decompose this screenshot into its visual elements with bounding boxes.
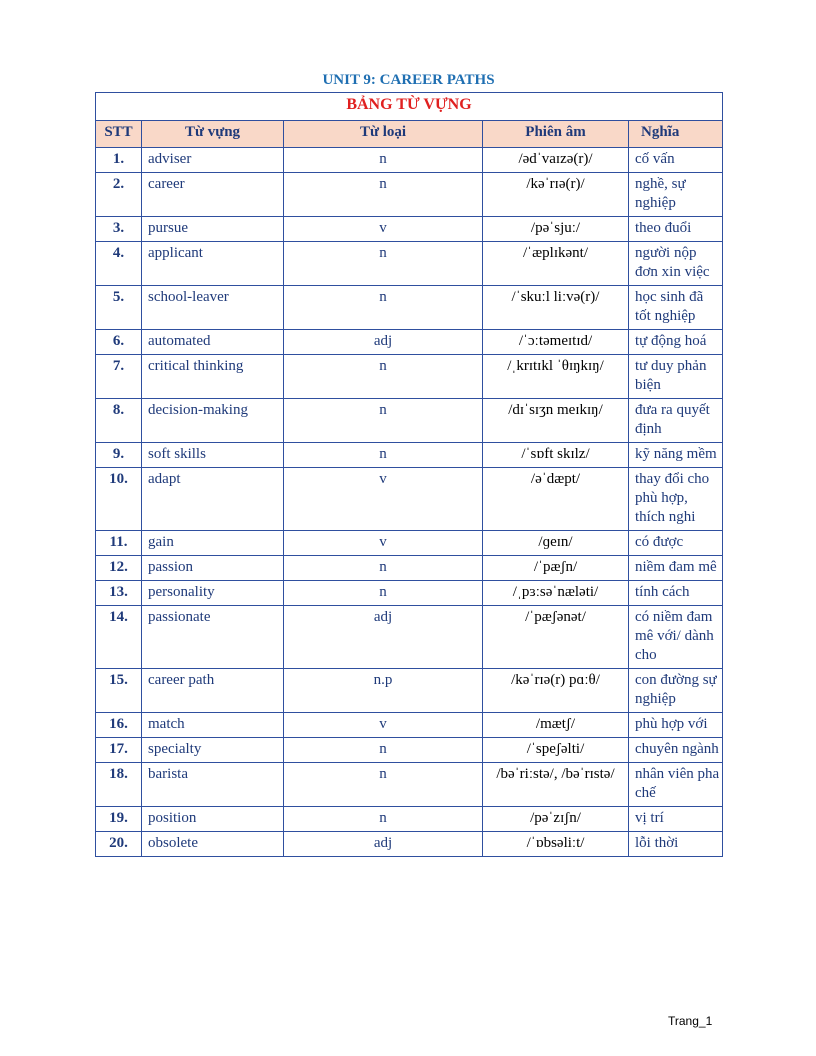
vocabulary-word: specialty (142, 738, 284, 763)
row-number: 14. (96, 606, 142, 669)
meaning: nghề, sự nghiệp (629, 173, 723, 217)
phonetic-transcription: /pəˈsjuː/ (483, 217, 629, 242)
meaning: học sinh đã tốt nghiệp (629, 286, 723, 330)
vocabulary-rows (96, 148, 723, 857)
row-number: 11. (96, 531, 142, 556)
part-of-speech: v (284, 531, 483, 556)
row-number: 4. (96, 242, 142, 286)
vocabulary-word: adviser (142, 148, 284, 173)
row-number: 16. (96, 713, 142, 738)
table-row (96, 468, 723, 531)
phonetic-transcription: /pəˈzɪʃn/ (483, 807, 629, 832)
row-number: 5. (96, 286, 142, 330)
table-row (96, 355, 723, 399)
part-of-speech: n (284, 443, 483, 468)
phonetic-transcription: /ˈsɒft skɪlz/ (483, 443, 629, 468)
row-number: 6. (96, 330, 142, 355)
meaning: theo đuổi (629, 217, 723, 242)
vocabulary-word: gain (142, 531, 284, 556)
part-of-speech: n (284, 738, 483, 763)
phonetic-transcription: /mætʃ/ (483, 713, 629, 738)
row-number: 3. (96, 217, 142, 242)
part-of-speech: n (284, 286, 483, 330)
meaning: nhân viên pha chế (629, 763, 723, 807)
part-of-speech: n (284, 763, 483, 807)
vocabulary-word: passion (142, 556, 284, 581)
vocabulary-word: critical thinking (142, 355, 284, 399)
header-stt: STT (96, 121, 142, 148)
table-row (96, 713, 723, 738)
table-row (96, 399, 723, 443)
meaning: kỹ năng mềm (629, 443, 723, 468)
part-of-speech: n (284, 355, 483, 399)
meaning: có được (629, 531, 723, 556)
table-row (96, 807, 723, 832)
row-number: 17. (96, 738, 142, 763)
vocabulary-word: automated (142, 330, 284, 355)
header-meaning: Nghĩa (629, 121, 723, 148)
meaning: phù hợp với (629, 713, 723, 738)
table-title-row (96, 93, 723, 121)
phonetic-transcription: /ˈɔːtəmeɪtɪd/ (483, 330, 629, 355)
vocabulary-word: pursue (142, 217, 284, 242)
phonetic-transcription: /ɡeɪn/ (483, 531, 629, 556)
table-row (96, 832, 723, 857)
part-of-speech: n (284, 173, 483, 217)
phonetic-transcription: /ˌkrɪtɪkl ˈθɪŋkɪŋ/ (483, 355, 629, 399)
table-row (96, 217, 723, 242)
phonetic-transcription: /əˈdæpt/ (483, 468, 629, 531)
phonetic-transcription: /ˌpɜːsəˈnæləti/ (483, 581, 629, 606)
vocabulary-word: school-leaver (142, 286, 284, 330)
row-number: 1. (96, 148, 142, 173)
row-number: 19. (96, 807, 142, 832)
vocabulary-word: decision-making (142, 399, 284, 443)
vocabulary-word: passionate (142, 606, 284, 669)
part-of-speech: n (284, 807, 483, 832)
vocabulary-table (95, 92, 723, 857)
meaning: lỗi thời (629, 832, 723, 857)
part-of-speech: v (284, 713, 483, 738)
header-row (96, 121, 723, 148)
table-row (96, 286, 723, 330)
row-number: 15. (96, 669, 142, 713)
table-row (96, 173, 723, 217)
table-title: BẢNG TỪ VỰNG (96, 93, 723, 121)
meaning: tính cách (629, 581, 723, 606)
vocabulary-word: adapt (142, 468, 284, 531)
vocabulary-word: barista (142, 763, 284, 807)
vocabulary-word: career (142, 173, 284, 217)
table-row (96, 763, 723, 807)
meaning: thay đổi cho phù hợp, thích nghi (629, 468, 723, 531)
row-number: 20. (96, 832, 142, 857)
vocabulary-word: personality (142, 581, 284, 606)
row-number: 13. (96, 581, 142, 606)
table-row (96, 242, 723, 286)
phonetic-transcription: /ˈæplɪkənt/ (483, 242, 629, 286)
table-row (96, 443, 723, 468)
vocabulary-word: applicant (142, 242, 284, 286)
part-of-speech: n (284, 242, 483, 286)
row-number: 18. (96, 763, 142, 807)
part-of-speech: n (284, 148, 483, 173)
phonetic-transcription: /kəˈrɪə(r) pɑːθ/ (483, 669, 629, 713)
vocabulary-word: career path (142, 669, 284, 713)
table-row (96, 330, 723, 355)
part-of-speech: v (284, 217, 483, 242)
part-of-speech: n (284, 399, 483, 443)
meaning: người nộp đơn xin việc (629, 242, 723, 286)
part-of-speech: adj (284, 330, 483, 355)
table-row (96, 669, 723, 713)
table-row (96, 148, 723, 173)
meaning: vị trí (629, 807, 723, 832)
meaning: tự động hoá (629, 330, 723, 355)
part-of-speech: n (284, 581, 483, 606)
phonetic-transcription: /ˈspeʃəlti/ (483, 738, 629, 763)
meaning: con đường sự nghiệp (629, 669, 723, 713)
unit-title: UNIT 9: CAREER PATHS (322, 72, 495, 88)
phonetic-transcription: /ˈpæʃənət/ (483, 606, 629, 669)
phonetic-transcription: /bəˈriːstə/, /bəˈrɪstə/ (483, 763, 629, 807)
part-of-speech: n.p (284, 669, 483, 713)
phonetic-transcription: /ˈskuːl liːvə(r)/ (483, 286, 629, 330)
vocabulary-word: match (142, 713, 284, 738)
row-number: 8. (96, 399, 142, 443)
vocabulary-word: obsolete (142, 832, 284, 857)
header-word: Từ vựng (142, 121, 284, 148)
header-phonetic: Phiên âm (483, 121, 629, 148)
part-of-speech: adj (284, 606, 483, 669)
row-number: 12. (96, 556, 142, 581)
meaning: niềm đam mê (629, 556, 723, 581)
vocabulary-word: position (142, 807, 284, 832)
table-row (96, 606, 723, 669)
part-of-speech: n (284, 556, 483, 581)
table-row (96, 738, 723, 763)
header-part-of-speech: Từ loại (284, 121, 483, 148)
page-number: Trang_1 (668, 1014, 713, 1028)
phonetic-transcription: /kəˈrɪə(r)/ (483, 173, 629, 217)
part-of-speech: v (284, 468, 483, 531)
phonetic-transcription: /ˈɒbsəliːt/ (483, 832, 629, 857)
row-number: 10. (96, 468, 142, 531)
phonetic-transcription: /ˈpæʃn/ (483, 556, 629, 581)
part-of-speech: adj (284, 832, 483, 857)
row-number: 7. (96, 355, 142, 399)
meaning: đưa ra quyết định (629, 399, 723, 443)
meaning: tư duy phản biện (629, 355, 723, 399)
row-number: 2. (96, 173, 142, 217)
table-row (96, 531, 723, 556)
meaning: chuyên ngành (629, 738, 723, 763)
meaning: cố vấn (629, 148, 723, 173)
table-row (96, 581, 723, 606)
phonetic-transcription: /dɪˈsɪʒn meɪkɪŋ/ (483, 399, 629, 443)
vocabulary-word: soft skills (142, 443, 284, 468)
meaning: có niềm đam mê với/ dành cho (629, 606, 723, 669)
phonetic-transcription: /ədˈvaɪzə(r)/ (483, 148, 629, 173)
table-row (96, 556, 723, 581)
row-number: 9. (96, 443, 142, 468)
